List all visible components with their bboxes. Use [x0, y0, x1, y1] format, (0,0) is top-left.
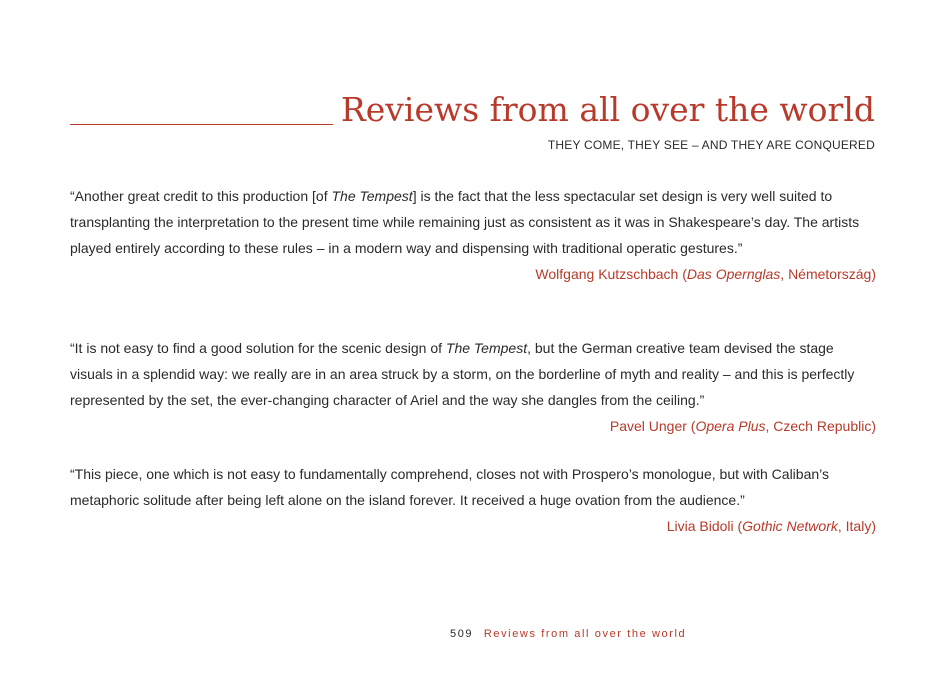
italic-title-text: Das Opernglas [686, 266, 781, 282]
italic-title-text: The Tempest [331, 188, 413, 204]
review-attribution [70, 413, 876, 439]
text-run: , Németország) [780, 266, 876, 282]
page-title: Reviews from all over the world [340, 90, 875, 129]
review-quote [70, 335, 876, 413]
review-quote [70, 461, 876, 513]
text-run: Pavel Unger ( [609, 418, 696, 434]
review-block [70, 183, 876, 287]
text-run: “Another great credit to this production [of [70, 188, 332, 204]
text-run: “It is not easy to find a good solution for the scenic design of [70, 340, 446, 356]
header-rule [70, 124, 333, 125]
review-block [70, 335, 876, 439]
italic-title-text: Gothic Network [742, 518, 838, 534]
text-run: , but the German creative team devised the stage visuals in a splendid way: we really are in an area struck by a storm, on the borderline of myth and reality – and this is perfectly represented by the set, the ever-changing character of Ariel and the way she dangles from the ceiling.” [70, 340, 855, 408]
text-run: Wolfgang Kutzschbach ( [535, 266, 687, 282]
page-subtitle: THEY COME, THEY SEE – AND THEY ARE CONQUERED [547, 138, 875, 152]
review-attribution [70, 513, 876, 539]
page-footer [450, 626, 686, 642]
review-block [70, 461, 876, 539]
text-run: , Italy) [837, 518, 876, 534]
italic-title-text: The Tempest [445, 340, 528, 356]
footer-title: Reviews from all over the world [483, 628, 687, 640]
text-run: ] is the fact that the less spectacular set design is very well suited to transplanting the interpretation to the present time while remaining just as consistent as it was in Shakespeare’s day. The artists played entirely according to these rules – in a modern way and dispensing with traditional operatic gestures.” [70, 188, 860, 256]
text-run: , Czech Republic) [765, 418, 876, 434]
italic-title-text: Opera Plus [695, 418, 766, 434]
text-run: Livia Bidoli ( [666, 518, 743, 534]
text-run: “This piece, one which is not easy to fundamentally comprehend, closes not with Prospero’s monologue, but with Caliban’s metaphoric solitude after being left alone on the island forever. It received a huge ovation from the audience.” [70, 466, 830, 508]
review-quote [70, 183, 876, 261]
review-attribution [70, 261, 876, 287]
page-number: 509 [450, 628, 474, 640]
